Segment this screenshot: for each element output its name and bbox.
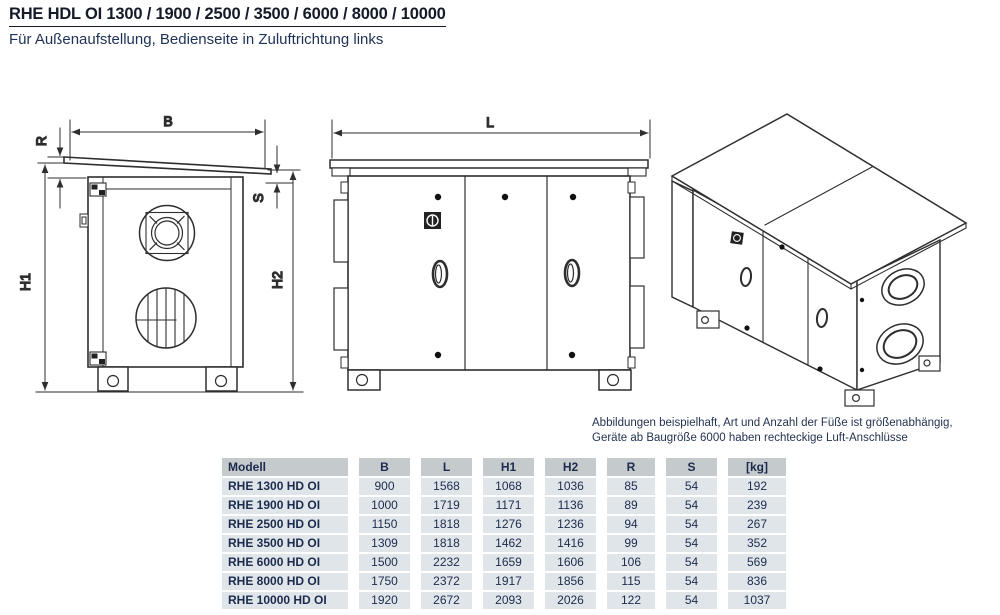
dim-label-s: S — [250, 193, 266, 203]
cell-model: RHE 1900 HD OI — [222, 497, 348, 514]
col-header-h1: H1 — [483, 458, 534, 476]
feet-side-view — [98, 367, 237, 391]
cell: 54 — [666, 554, 717, 571]
table-row — [222, 478, 786, 495]
dimension-r — [48, 128, 86, 208]
cell: 1462 — [483, 535, 534, 552]
cell: 115 — [607, 573, 655, 590]
cell-model: RHE 3500 HD OI — [222, 535, 348, 552]
cell: 1150 — [359, 516, 410, 533]
dimensions-table — [222, 458, 786, 611]
cell: 1659 — [483, 554, 534, 571]
col-header-l: L — [421, 458, 472, 476]
cell: 1606 — [545, 554, 596, 571]
cell: 1036 — [545, 478, 596, 495]
col-header-s: S — [666, 458, 717, 476]
cell: 569 — [728, 554, 786, 571]
front-view-drawing — [330, 114, 650, 390]
note-line-1: Abbildungen beispielhaft, Art und Anzahl der Füße ist größenabhängig, — [592, 417, 953, 429]
cell-model: RHE 1300 HD OI — [222, 478, 348, 495]
cell: 54 — [666, 535, 717, 552]
table-row — [222, 497, 786, 514]
isometric-view-drawing — [672, 114, 966, 406]
page-title: RHE HDL OI 1300 / 1900 / 2500 / 3500 / 6000 / 8000 / 10000 — [9, 5, 446, 27]
table-header-row — [222, 458, 786, 476]
cell: 54 — [666, 573, 717, 590]
cell: 2093 — [483, 592, 534, 609]
table-row — [222, 592, 786, 609]
cell: 239 — [728, 497, 786, 514]
dimension-s — [266, 146, 292, 208]
cell: 54 — [666, 478, 717, 495]
cell: 94 — [607, 516, 655, 533]
cell: 2372 — [421, 573, 472, 590]
cell: 900 — [359, 478, 410, 495]
cell: 1818 — [421, 516, 472, 533]
note-line-2: Geräte ab Baugröße 6000 haben rechteckige Luft-Anschlüsse — [592, 432, 908, 444]
col-header-h2: H2 — [545, 458, 596, 476]
dim-label-r: R — [33, 135, 49, 147]
cell: 1000 — [359, 497, 410, 514]
dim-label-l: L — [486, 114, 494, 130]
cell: 89 — [607, 497, 655, 514]
cell-model: RHE 2500 HD OI — [222, 516, 348, 533]
cell: 2672 — [421, 592, 472, 609]
cell: 99 — [607, 535, 655, 552]
table-row — [222, 573, 786, 590]
side-view-drawing — [17, 113, 303, 392]
cell: 54 — [666, 497, 717, 514]
col-header-b: B — [359, 458, 410, 476]
cell: 1818 — [421, 535, 472, 552]
cell: 1068 — [483, 478, 534, 495]
cell: 1171 — [483, 497, 534, 514]
cell: 1719 — [421, 497, 472, 514]
cell: 2026 — [545, 592, 596, 609]
cell: 1236 — [545, 516, 596, 533]
dim-label-b: B — [163, 113, 173, 129]
cell: 1920 — [359, 592, 410, 609]
dim-label-h1: H1 — [17, 273, 33, 291]
table-row — [222, 554, 786, 571]
cell: 267 — [728, 516, 786, 533]
cell: 106 — [607, 554, 655, 571]
cell: 1136 — [545, 497, 596, 514]
page-subtitle: Für Außenaufstellung, Bedienseite in Zuluftrichtung links — [9, 31, 384, 48]
col-header-kg: [kg] — [728, 458, 786, 476]
main-switch — [424, 212, 441, 229]
cell: 1416 — [545, 535, 596, 552]
col-header-r: R — [607, 458, 655, 476]
table-row — [222, 516, 786, 533]
hinge-bottom — [90, 352, 106, 365]
technical-drawings — [0, 90, 1000, 460]
hinge-top — [90, 183, 106, 196]
cell: 1917 — [483, 573, 534, 590]
cell-model: RHE 6000 HD OI — [222, 554, 348, 571]
cell-model: RHE 10000 HD OI — [222, 592, 348, 609]
cell: 192 — [728, 478, 786, 495]
cell: 1500 — [359, 554, 410, 571]
cell: 1037 — [728, 592, 786, 609]
col-header-modell: Modell — [222, 458, 348, 476]
note-text — [592, 416, 953, 446]
cell: 1568 — [421, 478, 472, 495]
feet-front-view — [348, 370, 631, 390]
cell: 836 — [728, 573, 786, 590]
cell: 1276 — [483, 516, 534, 533]
cell: 54 — [666, 516, 717, 533]
table-row — [222, 535, 786, 552]
cell: 122 — [607, 592, 655, 609]
cell: 1750 — [359, 573, 410, 590]
cell: 54 — [666, 592, 717, 609]
cell: 85 — [607, 478, 655, 495]
dim-label-h2: H2 — [269, 271, 285, 289]
cell-model: RHE 8000 HD OI — [222, 573, 348, 590]
cell: 1309 — [359, 535, 410, 552]
cell: 352 — [728, 535, 786, 552]
cell: 2232 — [421, 554, 472, 571]
cell: 1856 — [545, 573, 596, 590]
